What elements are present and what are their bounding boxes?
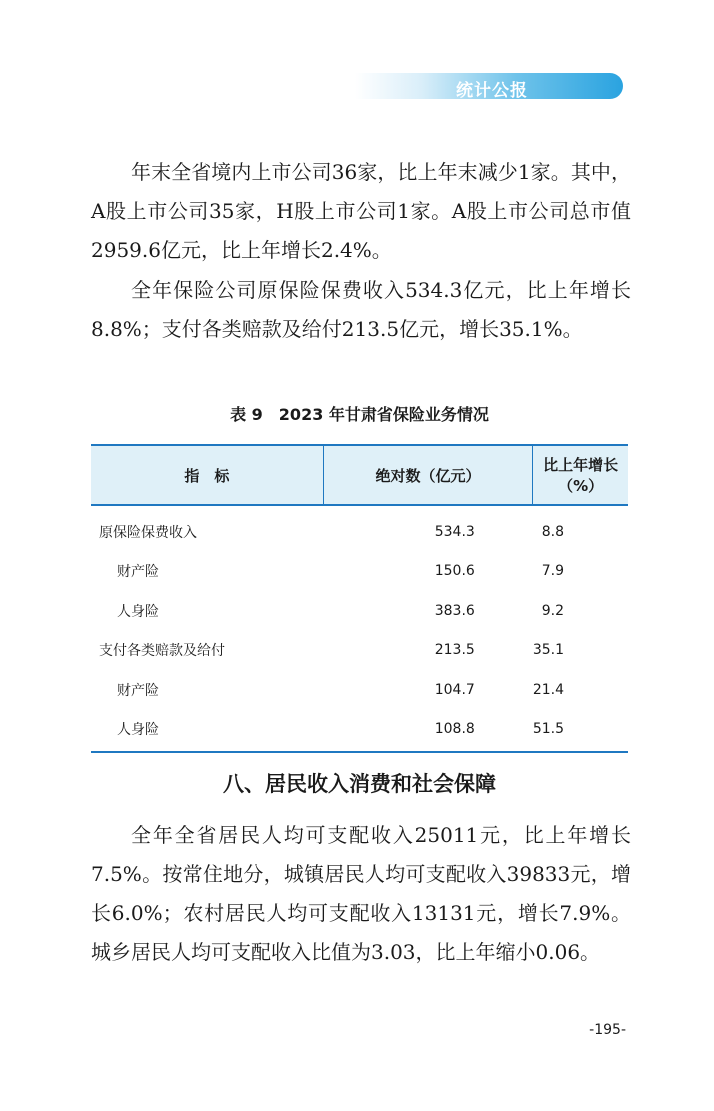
table-row xyxy=(91,552,628,592)
header-indicator: 指 标 xyxy=(91,445,323,505)
row-absolute: 104.7 xyxy=(434,681,475,698)
table-row xyxy=(91,505,628,552)
section-heading: 八、居民收入消费和社会保障 xyxy=(223,772,496,796)
table-row xyxy=(91,631,628,671)
table-row xyxy=(91,591,628,631)
insurance-table xyxy=(91,444,628,753)
paragraph-insurance: 全年保险公司原保险保费收入534.3亿元，比上年增长8.8%；支付各类赔款及给付213.5亿元，增长35.1%。 xyxy=(91,278,631,341)
paragraph-listed-companies: 年末全省境内上市公司36家，比上年末减少1家。其中，A股上市公司35家，H股上市公司1家。A股上市公司总市值2959.6亿元，比上年增长2.4%。 xyxy=(91,160,631,262)
row-absolute: 534.3 xyxy=(434,523,475,540)
row-indicator: 财产险 xyxy=(117,682,159,699)
paragraph-resident-income: 全年全省居民人均可支配收入25011元，比上年增长7.5%。按常住地分，城镇居民人均可支配收入39833元，增长6.0%；农村居民人均可支配收入13131元，增长7.9%。城乡居民人均可支配收入比值为3.03，比上年缩小0.06。 xyxy=(91,823,631,964)
table-row xyxy=(91,670,628,710)
row-indicator: 财产险 xyxy=(117,564,159,581)
page-number: -195- xyxy=(589,1022,626,1038)
row-absolute: 108.8 xyxy=(323,710,533,753)
table-title: 表 9 2023 年甘肃省保险业务情况 xyxy=(230,405,489,424)
row-growth: 9.2 xyxy=(541,602,564,619)
table-header-row xyxy=(91,445,628,505)
table-row xyxy=(91,710,628,753)
row-growth: 35.1 xyxy=(532,642,564,659)
header-label: 统计公报 xyxy=(456,81,528,101)
row-indicator: 人身险 xyxy=(91,710,323,753)
row-growth: 8.8 xyxy=(541,523,564,540)
header-absolute: 绝对数（亿元） xyxy=(323,445,533,505)
row-growth: 51.5 xyxy=(533,710,628,753)
row-growth: 7.9 xyxy=(541,563,564,580)
row-indicator: 人身险 xyxy=(117,603,159,620)
header-banner xyxy=(355,73,623,99)
row-indicator: 原保险保费收入 xyxy=(99,524,197,541)
row-absolute: 150.6 xyxy=(434,563,475,580)
row-absolute: 383.6 xyxy=(434,602,475,619)
row-indicator: 支付各类赔款及给付 xyxy=(99,643,225,660)
row-growth: 21.4 xyxy=(532,681,564,698)
header-growth: 比上年增长（%） xyxy=(533,445,628,505)
row-absolute: 213.5 xyxy=(434,642,475,659)
